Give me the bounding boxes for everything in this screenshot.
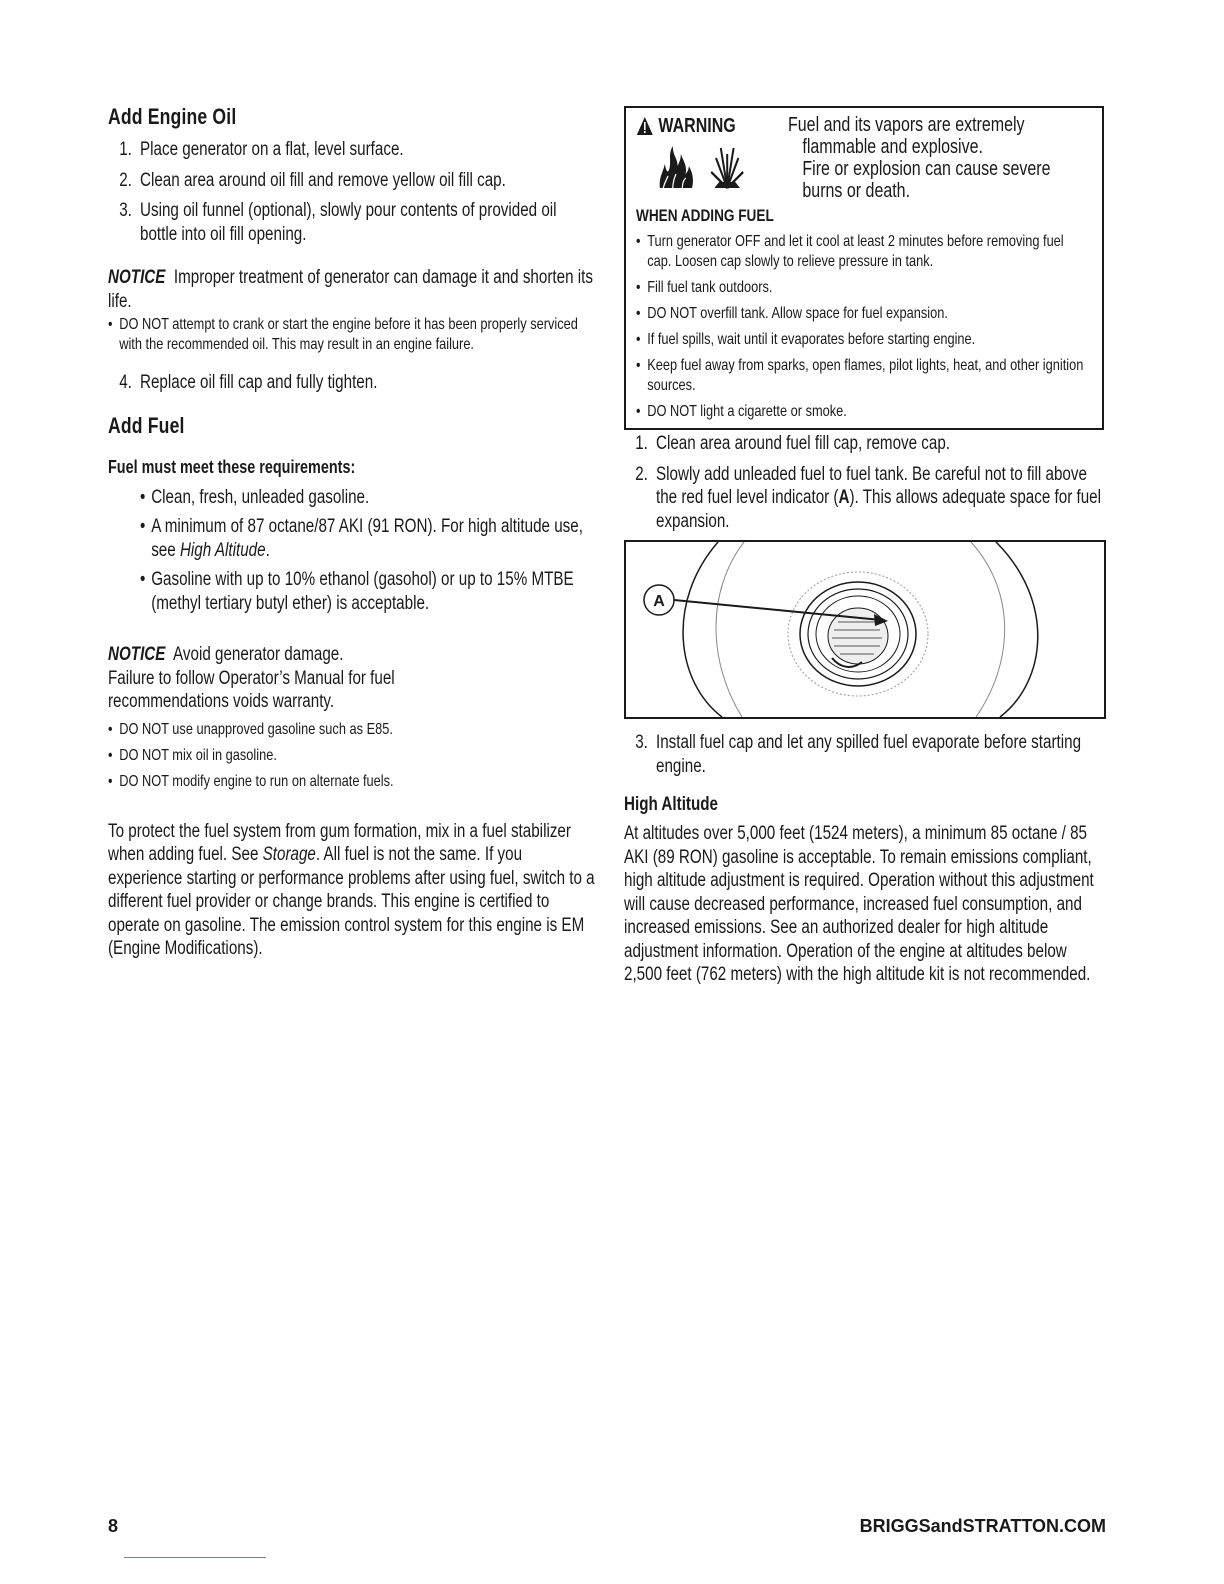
- explosion-hazard-icon: [710, 144, 745, 190]
- warning-bullet-4: • If fuel spills, wait until it evaporates before starting engine.: [636, 330, 1094, 350]
- storage-link[interactable]: Storage: [262, 844, 316, 865]
- fuel-tank-illustration: [626, 542, 1104, 717]
- fuel-notice-bullets: [108, 720, 598, 792]
- section-title-add-fuel: Add Fuel: [108, 412, 185, 438]
- warning-line-4: burns or death.: [802, 180, 911, 202]
- fuel-requirements-title: Fuel must meet these requirements:: [108, 456, 356, 477]
- fuel-tank-figure: [624, 540, 1106, 719]
- oil-step-4-list: [108, 371, 598, 395]
- fuel-req-2: • A minimum of 87 octane/87 AKI (91 RON). For high altitude use, see High Altitude.: [140, 515, 598, 562]
- oil-notice-bullets: [108, 315, 598, 355]
- notice-label: NOTICE: [108, 644, 166, 665]
- fuel-steps-list: [624, 432, 1108, 533]
- page-number: 8: [108, 1516, 119, 1536]
- section-title-add-engine-oil: Add Engine Oil: [108, 104, 237, 129]
- oil-notice-bullet: • DO NOT attempt to crank or start the engine before it has been properly serviced with the recommended oil. This may result in an engine failure.: [108, 315, 598, 355]
- oil-steps-list: [108, 138, 598, 246]
- warning-line-3: Fire or explosion can cause severe: [802, 158, 1051, 180]
- section-title-high-altitude: High Altitude: [624, 794, 718, 815]
- oil-step-1: 1. Place generator on a flat, level surface.: [119, 139, 404, 160]
- warning-line-1: Fuel and its vapors are extremely: [788, 114, 1025, 136]
- warning-bullet-2: • Fill fuel tank outdoors.: [636, 278, 1094, 298]
- warning-bullets: [636, 232, 1094, 422]
- fuel-notice-bullet-3: • DO NOT modify engine to run on alternate fuels.: [108, 772, 598, 792]
- fuel-notice-bullet-2: • DO NOT mix oil in gasoline.: [108, 746, 598, 766]
- footer-rule: [124, 1557, 266, 1558]
- oil-step-3: 3. Using oil funnel (optional), slowly pour contents of provided oil bottle into oil fill opening.: [119, 200, 557, 245]
- warning-line-2: flammable and explosive.: [802, 136, 983, 158]
- notice-label: NOTICE: [108, 267, 166, 288]
- warning-bullet-6: • DO NOT light a cigarette or smoke.: [636, 402, 1094, 422]
- fuel-step-1: 1. Clean area around fuel fill cap, remove cap.: [635, 433, 951, 454]
- warning-subheading: WHEN ADDING FUEL: [636, 206, 774, 225]
- warning-label: WARNING: [658, 115, 736, 137]
- fuel-req-1: • Clean, fresh, unleaded gasoline.: [140, 486, 598, 510]
- fire-hazard-icon: [657, 144, 695, 190]
- fuel-step-3: 3. Install fuel cap and let any spilled fuel evaporate before starting engine.: [635, 732, 1082, 777]
- warning-bullet-3: • DO NOT overfill tank. Allow space for fuel expansion.: [636, 304, 1094, 324]
- fuel-req-3: • Gasoline with up to 10% ethanol (gasohol) or up to 15% MTBE (methyl tertiary butyl ether) is acceptable.: [140, 568, 598, 615]
- left-column: [108, 100, 598, 961]
- high-altitude-link[interactable]: High Altitude: [179, 539, 266, 561]
- fuel-notice-bullet-1: • DO NOT use unapproved gasoline such as E85.: [108, 720, 598, 740]
- fuel-requirements-list: [140, 486, 598, 616]
- oil-notice: NOTICE Improper treatment of generator can damage it and shorten its life.: [108, 267, 593, 312]
- warning-bullet-1: • Turn generator OFF and let it cool at least 2 minutes before removing fuel cap. Loosen cap slowly to relieve pressure in tank.: [636, 232, 1079, 272]
- fuel-step-3-list: [624, 731, 1108, 778]
- fuel-step-2: 2. Slowly add unleaded fuel to fuel tank. Be careful not to fill above the red fuel level indicator (A). This allows adequate space for fuel expansion.: [635, 463, 1101, 532]
- oil-step-2: 2. Clean area around oil fill and remove yellow oil fill cap.: [119, 169, 506, 191]
- fuel-notice-text: Failure to follow Operator’s Manual for fuel recommendations voids warranty.: [108, 667, 395, 712]
- fuel-notice: NOTICE Avoid generator damage.: [108, 644, 344, 665]
- figure-callout-a: A: [653, 593, 665, 610]
- fuel-warning-box: [624, 106, 1104, 430]
- fuel-protect-paragraph: To protect the fuel system from gum formation, mix in a fuel stabilizer when adding fuel. See Storage. All fuel is not the same. If you experience starting or performance problems after using fuel, switch to a different fuel provider or change brands. This engine is certified to operate on gasoline. The emission control system for this engine is EM (Engine Modifications).: [108, 820, 595, 959]
- right-column: [624, 106, 1108, 987]
- warning-bullet-5: • Keep fuel away from sparks, open flames, pilot lights, heat, and other ignition sources.: [636, 356, 1094, 396]
- high-altitude-paragraph: At altitudes over 5,000 feet (1524 meters), a minimum 85 octane / 85 AKI (89 RON) gasoline is acceptable. To remain emissions compliant, high altitude adjustment is required. Operation without this adjustment will cause decreased performance, increased fuel consumption, and increased emissions. See an authorized dealer for high altitude adjustment information. Operation of the engine at altitudes below 2,500 feet (762 meters) with the high altitude kit is not recommended.: [624, 823, 1094, 985]
- oil-step-4: 4. Replace oil fill cap and fully tighten.: [119, 372, 378, 393]
- warning-triangle-icon: [636, 116, 654, 136]
- footer-website: BRIGGSandSTRATTON.COM: [859, 1516, 1106, 1536]
